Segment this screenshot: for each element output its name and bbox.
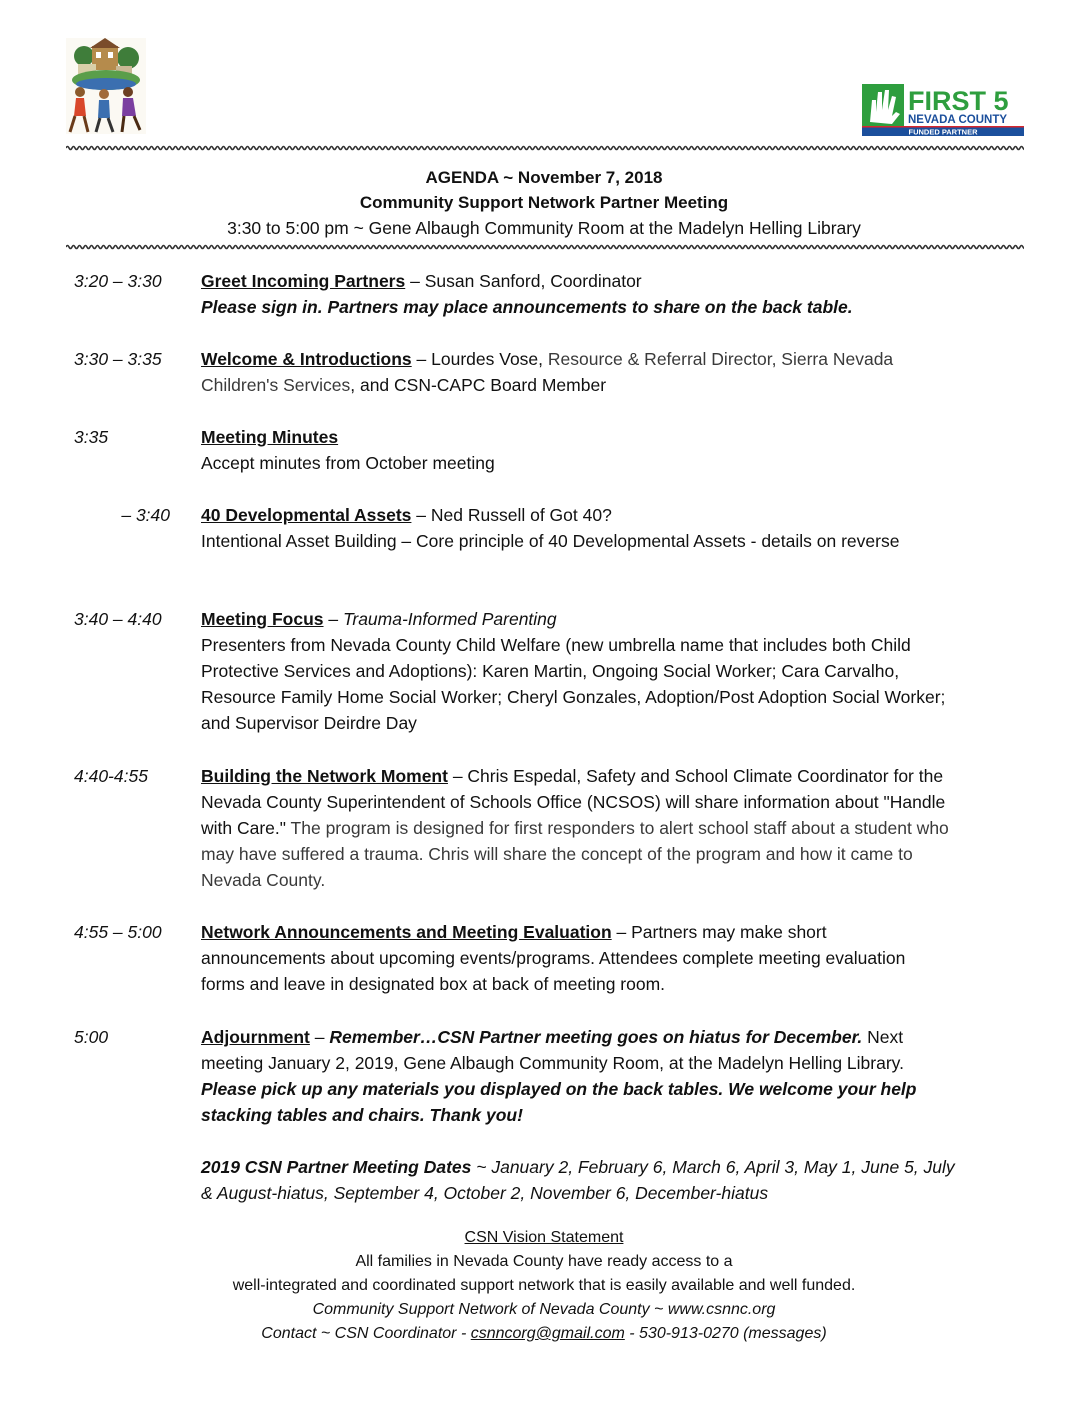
agenda-title: Network Announcements and Meeting Evaluation [201,922,612,942]
contact-email-link[interactable]: csnncorg@gmail.com [470,1325,625,1342]
agenda-title: AGENDA ~ November 7, 2018 [425,168,663,187]
agenda-time: 3:30 – 3:35 [74,349,162,369]
agenda-time: – 3:40 [121,505,170,525]
agenda-time: 4:55 – 5:00 [74,922,162,942]
footer [0,1226,1088,1346]
agenda-title: Building the Network Moment [201,766,448,786]
svg-text:FUNDED PARTNER: FUNDED PARTNER [908,127,978,136]
agenda-title: Meeting Minutes [201,427,339,447]
agenda-title: Welcome & Introductions [201,349,412,369]
community-logo-icon [66,38,146,134]
agenda-title: Greet Incoming Partners [201,271,406,291]
vision-line: well-integrated and coordinated support network that is easily available and well funded. [232,1277,856,1294]
meeting-name: Community Support Network Partner Meeting [359,193,729,212]
agenda-time: 3:35 [74,427,109,447]
org-line: Community Support Network of Nevada County ~ www.csnnc.org [312,1301,776,1318]
divider-bottom [66,243,1024,251]
agenda-time: 4:40-4:55 [74,766,148,786]
agenda-title: 40 Developmental Assets [201,505,412,525]
contact-line: Contact ~ CSN Coordinator - csnncorg@gmail.com - 530-913-0270 (messages) [261,1325,827,1342]
agenda-note: Please sign in. Partners may place announcements to share on the back table. [201,297,853,317]
agenda-time: 3:40 – 4:40 [74,609,162,629]
vision-title: CSN Vision Statement [464,1229,624,1246]
divider-top [66,144,1024,152]
vision-line: All families in Nevada County have ready access to a [355,1253,733,1270]
agenda-title: Meeting Focus [201,609,324,629]
agenda-title: Adjournment [201,1027,310,1047]
svg-text:NEVADA COUNTY: NEVADA COUNTY [908,114,1008,126]
svg-text:FIRST 5: FIRST 5 [908,86,1009,116]
first5-logo-icon [862,84,1024,136]
meeting-time-location: 3:30 to 5:00 pm ~ Gene Albaugh Community Room at the Madelyn Helling Library [227,218,861,238]
agenda-time: 5:00 [74,1027,109,1047]
agenda-time: 3:20 – 3:30 [74,271,162,291]
